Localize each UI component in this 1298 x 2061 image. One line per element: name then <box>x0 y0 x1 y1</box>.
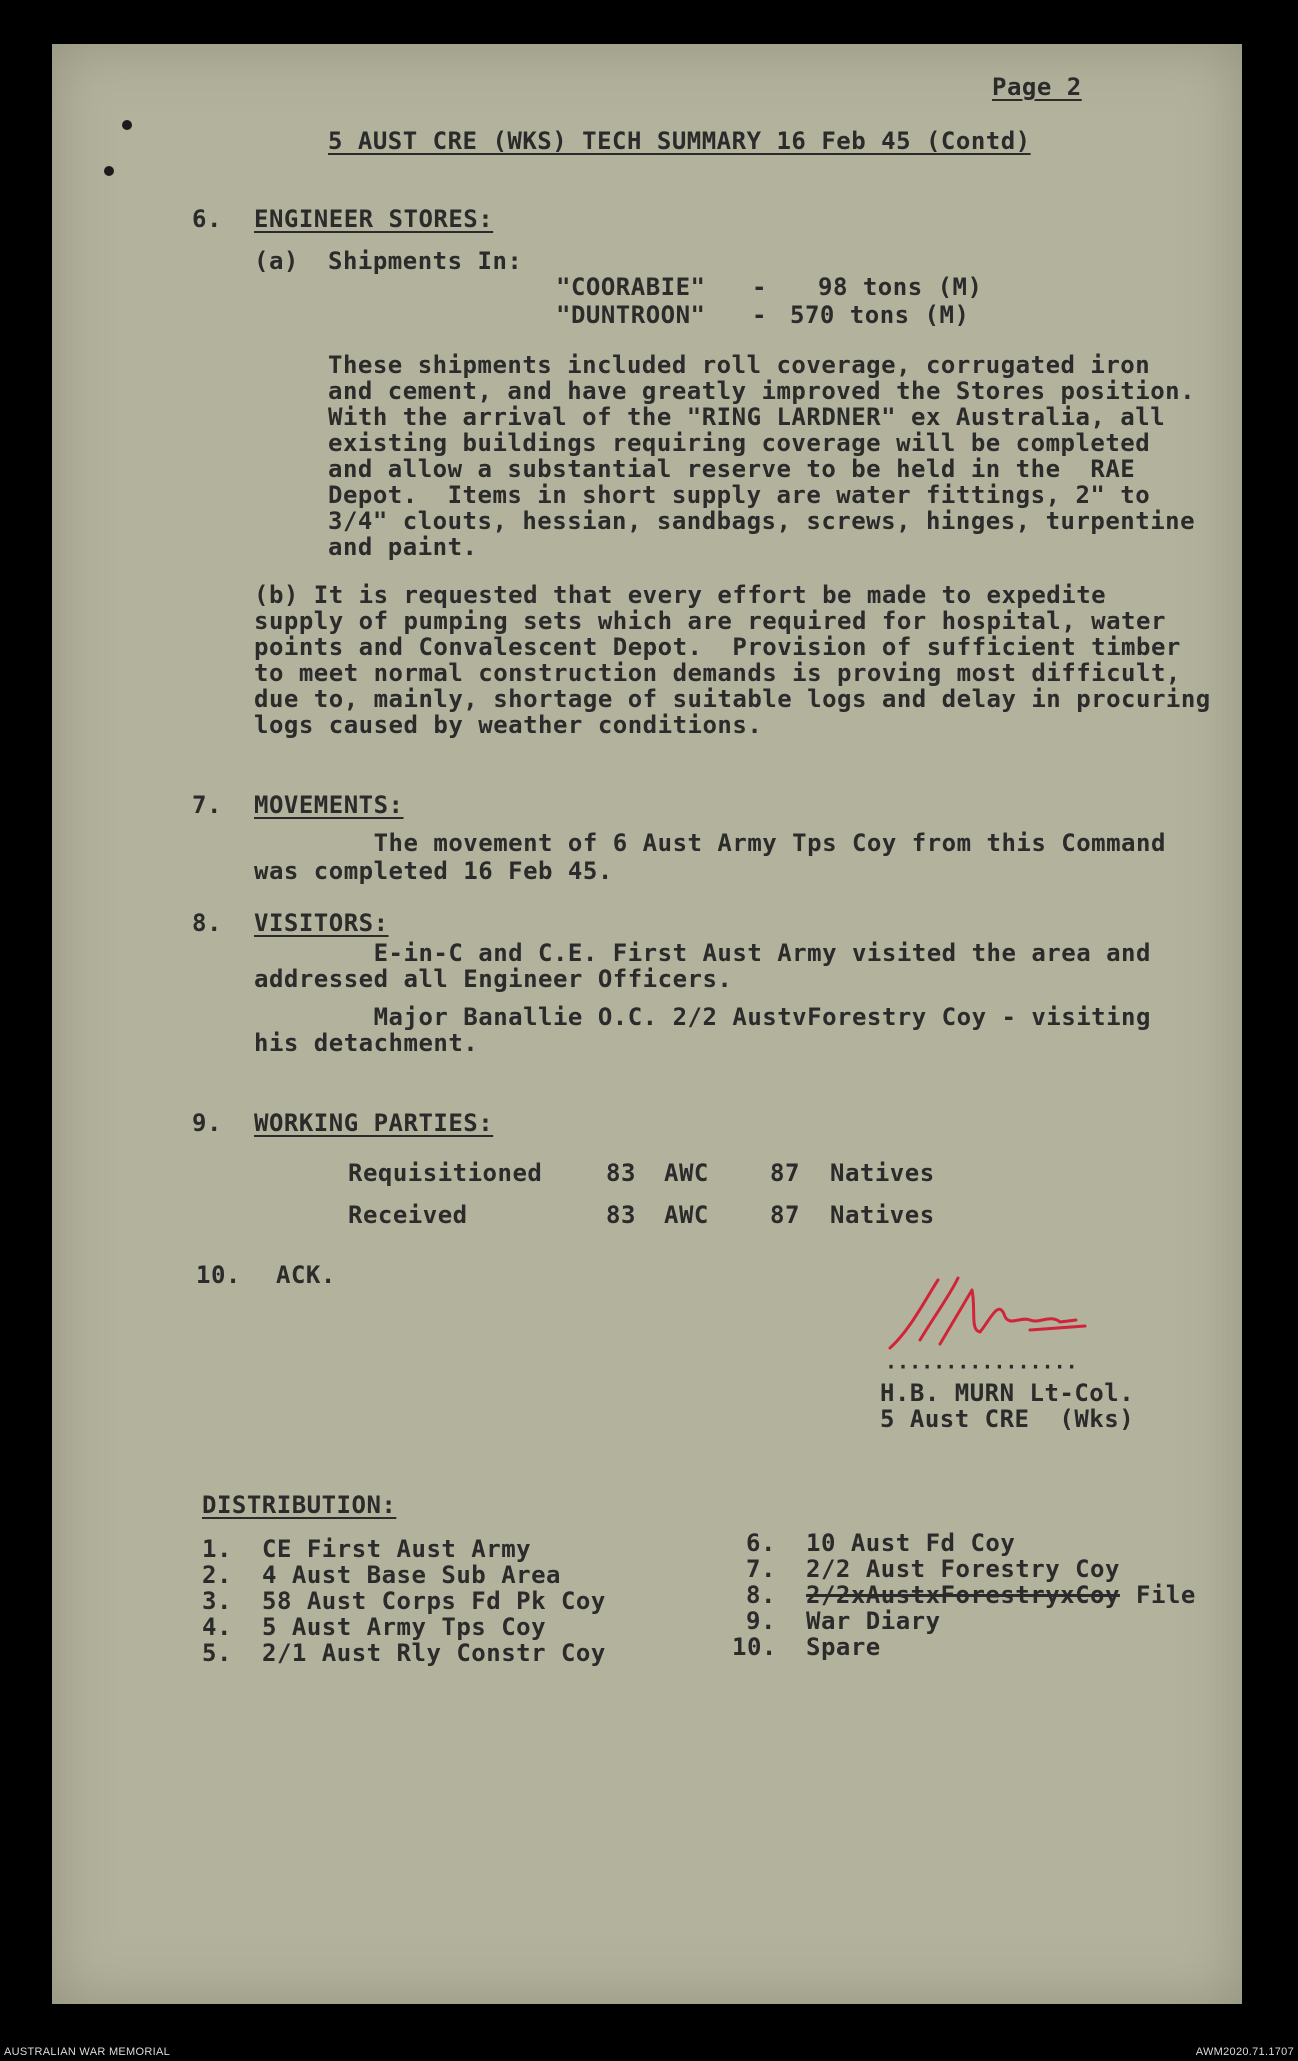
subsection-label: (a) <box>254 247 299 275</box>
awc-count: 83 <box>606 1201 636 1229</box>
paragraph-line: 3/4" clouts, hessian, sandbags, screws, hinges, turpentine <box>328 507 1196 535</box>
paragraph-line: due to, mainly, shortage of suitable logs and delay in procuring <box>254 685 1211 713</box>
archive-reference: AWM2020.71.1707 <box>1195 2046 1294 2058</box>
paragraph-line: and cement, and have greatly improved the Stores position. <box>328 377 1196 405</box>
shipment-dash: - <box>752 273 767 301</box>
paragraph-line: points and Convalescent Depot. Provision of sufficient timber <box>254 633 1181 661</box>
signatory-unit: 5 Aust CRE (Wks) <box>880 1405 1135 1433</box>
punch-hole <box>122 120 132 130</box>
shipment-dash: - <box>752 301 767 329</box>
distribution-entry: War Diary <box>806 1607 941 1635</box>
distribution-entry: 10 Aust Fd Coy <box>806 1529 1016 1557</box>
section-title: ACK. <box>276 1261 336 1289</box>
punch-hole <box>104 166 114 176</box>
working-party-label: Received <box>348 1201 468 1229</box>
section-title: MOVEMENTS: <box>254 791 404 819</box>
distribution-number: 2. <box>202 1561 232 1589</box>
distribution-title: DISTRIBUTION: <box>202 1491 397 1519</box>
distribution-number: 10. <box>732 1633 777 1661</box>
document-heading: 5 AUST CRE (WKS) TECH SUMMARY 16 Feb 45 (Contd) <box>328 127 1031 155</box>
distribution-number: 5. <box>202 1639 232 1667</box>
page-number: Page 2 <box>992 73 1082 101</box>
shipment-tons: 570 tons (M) <box>790 301 970 329</box>
paragraph-line: and paint. <box>328 533 478 561</box>
distribution-number: 7. <box>746 1555 776 1583</box>
natives-count: 87 <box>770 1201 800 1229</box>
distribution-entry: 4 Aust Base Sub Area <box>262 1561 561 1589</box>
paragraph-line: The movement of 6 Aust Army Tps Coy from this Command <box>254 829 1166 857</box>
archive-credit: AUSTRALIAN WAR MEMORIAL <box>4 2046 171 2058</box>
paragraph-line: supply of pumping sets which are required for hospital, water <box>254 607 1166 635</box>
handwritten-signature <box>880 1270 1110 1360</box>
paragraph-line: addressed all Engineer Officers. <box>254 965 733 993</box>
natives-count: 87 <box>770 1159 800 1187</box>
signature-dotted-line: ················ <box>885 1355 1078 1379</box>
section-number: 10. <box>196 1261 241 1289</box>
paragraph-line: These shipments included roll coverage, corrugated iron <box>328 351 1151 379</box>
awc-label: AWC <box>664 1201 709 1229</box>
shipment-name: "COORABIE" <box>556 273 706 301</box>
paragraph-line: to meet normal construction demands is proving most difficult, <box>254 659 1181 687</box>
paragraph-line: and allow a substantial reserve to be held in the RAE <box>328 455 1136 483</box>
distribution-struck-entry: 2/2xAustxForestryxCoy <box>806 1581 1120 1609</box>
subsection-title: Shipments In: <box>328 247 523 275</box>
section-number: 8. <box>192 909 222 937</box>
shipment-name: "DUNTROON" <box>556 301 706 329</box>
distribution-number: 3. <box>202 1587 232 1615</box>
distribution-entry: 5 Aust Army Tps Coy <box>262 1613 547 1641</box>
distribution-entry: 2/1 Aust Rly Constr Coy <box>262 1639 606 1667</box>
paragraph-line: was completed 16 Feb 45. <box>254 857 613 885</box>
paragraph-line: (b) It is requested that every effort be made to expedite <box>254 581 1107 609</box>
distribution-entry: File <box>1136 1581 1196 1609</box>
natives-label: Natives <box>830 1159 935 1187</box>
paragraph-line: logs caused by weather conditions. <box>254 711 763 739</box>
natives-label: Natives <box>830 1201 935 1229</box>
distribution-entry: Spare <box>806 1633 881 1661</box>
shipment-tons: 98 tons (M) <box>818 273 983 301</box>
distribution-number: 1. <box>202 1535 232 1563</box>
section-number: 9. <box>192 1109 222 1137</box>
paragraph-line: E-in-C and C.E. First Aust Army visited the area and <box>254 939 1151 967</box>
paragraph-line: Major Banallie O.C. 2/2 AustvForestry Coy - visiting <box>254 1003 1151 1031</box>
awc-count: 83 <box>606 1159 636 1187</box>
distribution-entry: CE First Aust Army <box>262 1535 532 1563</box>
distribution-number: 9. <box>746 1607 776 1635</box>
paragraph-line: With the arrival of the "RING LARDNER" ex Australia, all <box>328 403 1166 431</box>
paragraph-line: his detachment. <box>254 1029 479 1057</box>
distribution-entry: 58 Aust Corps Fd Pk Coy <box>262 1587 606 1615</box>
signatory-name: H.B. MURN Lt-Col. <box>880 1379 1135 1407</box>
distribution-number: 4. <box>202 1613 232 1641</box>
paragraph-line: existing buildings requiring coverage will be completed <box>328 429 1151 457</box>
awc-label: AWC <box>664 1159 709 1187</box>
distribution-number: 8. <box>746 1581 776 1609</box>
section-title: VISITORS: <box>254 909 389 937</box>
section-number: 7. <box>192 791 222 819</box>
working-party-label: Requisitioned <box>348 1159 543 1187</box>
paragraph-line: Depot. Items in short supply are water fittings, 2" to <box>328 481 1151 509</box>
section-number: 6. <box>192 205 222 233</box>
section-title: ENGINEER STORES: <box>254 205 494 233</box>
section-title: WORKING PARTIES: <box>254 1109 494 1137</box>
distribution-entry: 2/2 Aust Forestry Coy <box>806 1555 1120 1583</box>
distribution-number: 6. <box>746 1529 776 1557</box>
